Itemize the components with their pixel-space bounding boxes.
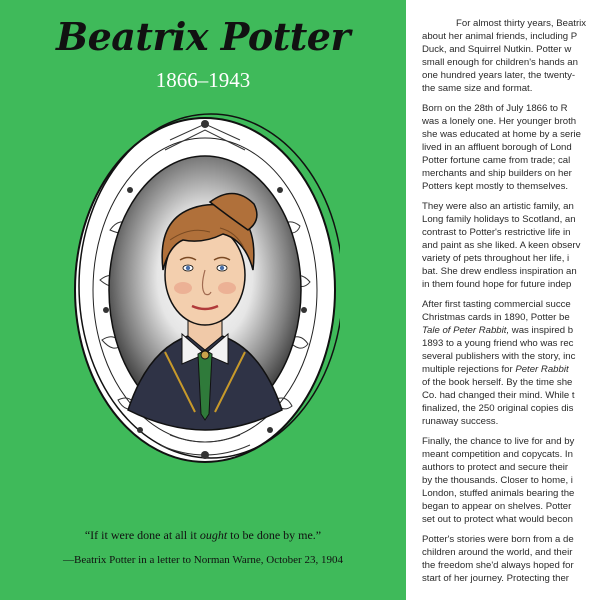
text-segment: lived in an affluent borough of Lond xyxy=(422,142,572,153)
text-line xyxy=(422,128,600,141)
text-segment: finalized, the 250 original copies dis xyxy=(422,403,574,414)
paragraph xyxy=(422,102,600,193)
text-segment: runaway success. xyxy=(422,416,499,427)
text-line xyxy=(422,311,600,324)
text-segment: London, stuffed animals bearing the xyxy=(422,488,575,499)
text-line xyxy=(422,324,600,337)
text-line xyxy=(422,252,600,265)
italic-title: Tale of Peter Rabbit, xyxy=(422,325,510,336)
text-line xyxy=(422,102,600,115)
text-segment: Born on the 28th of July 1866 to R xyxy=(422,103,568,114)
text-line xyxy=(422,500,600,513)
text-line xyxy=(422,43,600,56)
text-line xyxy=(422,298,600,311)
text-segment: of the book herself. By the time she xyxy=(422,377,573,388)
text-line xyxy=(422,350,600,363)
text-segment: several publishers with the story, inc xyxy=(422,351,576,362)
text-line xyxy=(422,213,600,226)
quote-text-start: “If it were done at all it xyxy=(84,528,200,542)
text-segment: Potters kept mostly to themselves. xyxy=(422,181,569,192)
text-line xyxy=(422,559,600,572)
text-segment: Christmas cards in 1890, Potter be xyxy=(422,312,570,323)
text-segment: merchants and ship builders on her xyxy=(422,168,572,179)
text-line xyxy=(422,82,600,95)
text-line xyxy=(422,337,600,350)
text-segment: by the thousands. Closer to home, i xyxy=(422,475,573,486)
text-segment: Duck, and Squirrel Nutkin. Potter w xyxy=(422,44,572,55)
text-segment: Long family holidays to Scotland, an xyxy=(422,214,576,225)
quote xyxy=(0,528,406,543)
paragraph xyxy=(422,298,600,428)
text-line xyxy=(422,389,600,402)
text-line xyxy=(422,115,600,128)
italic-title: Peter Rabbit xyxy=(515,364,569,375)
text-segment: Finally, the chance to live for and by xyxy=(422,436,575,447)
text-segment: began to appear on shelves. Potter xyxy=(422,501,572,512)
text-line xyxy=(422,226,600,239)
text-segment: small enough for children's hands an xyxy=(422,57,578,68)
text-line xyxy=(422,180,600,193)
text-line xyxy=(422,363,600,376)
quote-text-end: to be done by me.” xyxy=(227,528,322,542)
quote-attribution: —Beatrix Potter in a letter to Norman Warne, October 23, 1904 xyxy=(63,554,343,566)
text-segment: variety of pets throughout her life, i xyxy=(422,253,570,264)
text-segment: the freedom she'd always hoped for xyxy=(422,560,574,571)
text-segment: start of her journey. Protecting ther xyxy=(422,573,569,584)
text-segment: was a lonely one. Her younger broth xyxy=(422,116,577,127)
paragraph xyxy=(422,200,600,291)
text-segment: authors to protect and secure their xyxy=(422,462,569,473)
text-line xyxy=(422,474,600,487)
text-line xyxy=(422,513,600,526)
text-line xyxy=(422,572,600,585)
text-line xyxy=(422,435,600,448)
text-segment: she was educated at home by a serie xyxy=(422,129,581,140)
text-line xyxy=(422,376,600,389)
text-line xyxy=(422,265,600,278)
text-line xyxy=(422,402,600,415)
text-segment: was inspired b xyxy=(509,325,574,336)
text-line xyxy=(422,239,600,252)
text-line xyxy=(422,17,600,30)
text-line xyxy=(422,533,600,546)
text-segment: about her animal friends, including P xyxy=(422,31,578,42)
portrait-illustration xyxy=(70,110,340,470)
text-line xyxy=(422,141,600,154)
text-line xyxy=(422,278,600,291)
paragraph xyxy=(422,435,600,526)
text-line xyxy=(422,200,600,213)
text-segment: Potter fortune came from trade; cal xyxy=(422,155,571,166)
text-segment: one hundred years later, the twenty- xyxy=(422,70,576,81)
lifespan-dates: 1866–1943 xyxy=(155,68,251,92)
paragraph xyxy=(422,533,600,585)
text-segment: bat. She drew endless inspiration an xyxy=(422,266,577,277)
text-line xyxy=(422,154,600,167)
text-segment: contrast to Potter's restrictive life in xyxy=(422,227,571,238)
text-segment: They were also an artistic family, an xyxy=(422,201,574,212)
text-segment: After first tasting commercial succe xyxy=(422,299,571,310)
paragraph xyxy=(422,17,600,95)
text-line xyxy=(422,56,600,69)
biography-text xyxy=(422,17,600,592)
text-segment: meant competition and copycats. In xyxy=(422,449,573,460)
text-segment: the same size and format. xyxy=(422,83,533,94)
text-line xyxy=(422,69,600,82)
text-segment: in them found hope for future indep xyxy=(422,279,572,290)
text-line xyxy=(422,167,600,180)
page-title: Beatrix Potter xyxy=(55,14,350,59)
text-line xyxy=(422,30,600,43)
text-line xyxy=(422,448,600,461)
text-line xyxy=(422,415,600,428)
text-segment: children around the world, and their xyxy=(422,547,573,558)
text-line xyxy=(422,487,600,500)
text-segment: Potter's stories were born from a de xyxy=(422,534,574,545)
quote-emphasis: ought xyxy=(199,528,228,542)
text-segment: multiple rejections for xyxy=(422,364,516,375)
text-segment: 1893 to a young friend who was rec xyxy=(422,338,574,349)
text-segment: Co. had changed their mind. While t xyxy=(422,390,575,401)
text-segment: For almost thirty years, Beatrix xyxy=(456,18,587,29)
text-line xyxy=(422,461,600,474)
text-segment: and paint as she liked. A keen observ xyxy=(422,240,581,251)
right-page xyxy=(406,0,600,600)
text-segment: set out to protect what would becon xyxy=(422,514,573,525)
text-line xyxy=(422,546,600,559)
